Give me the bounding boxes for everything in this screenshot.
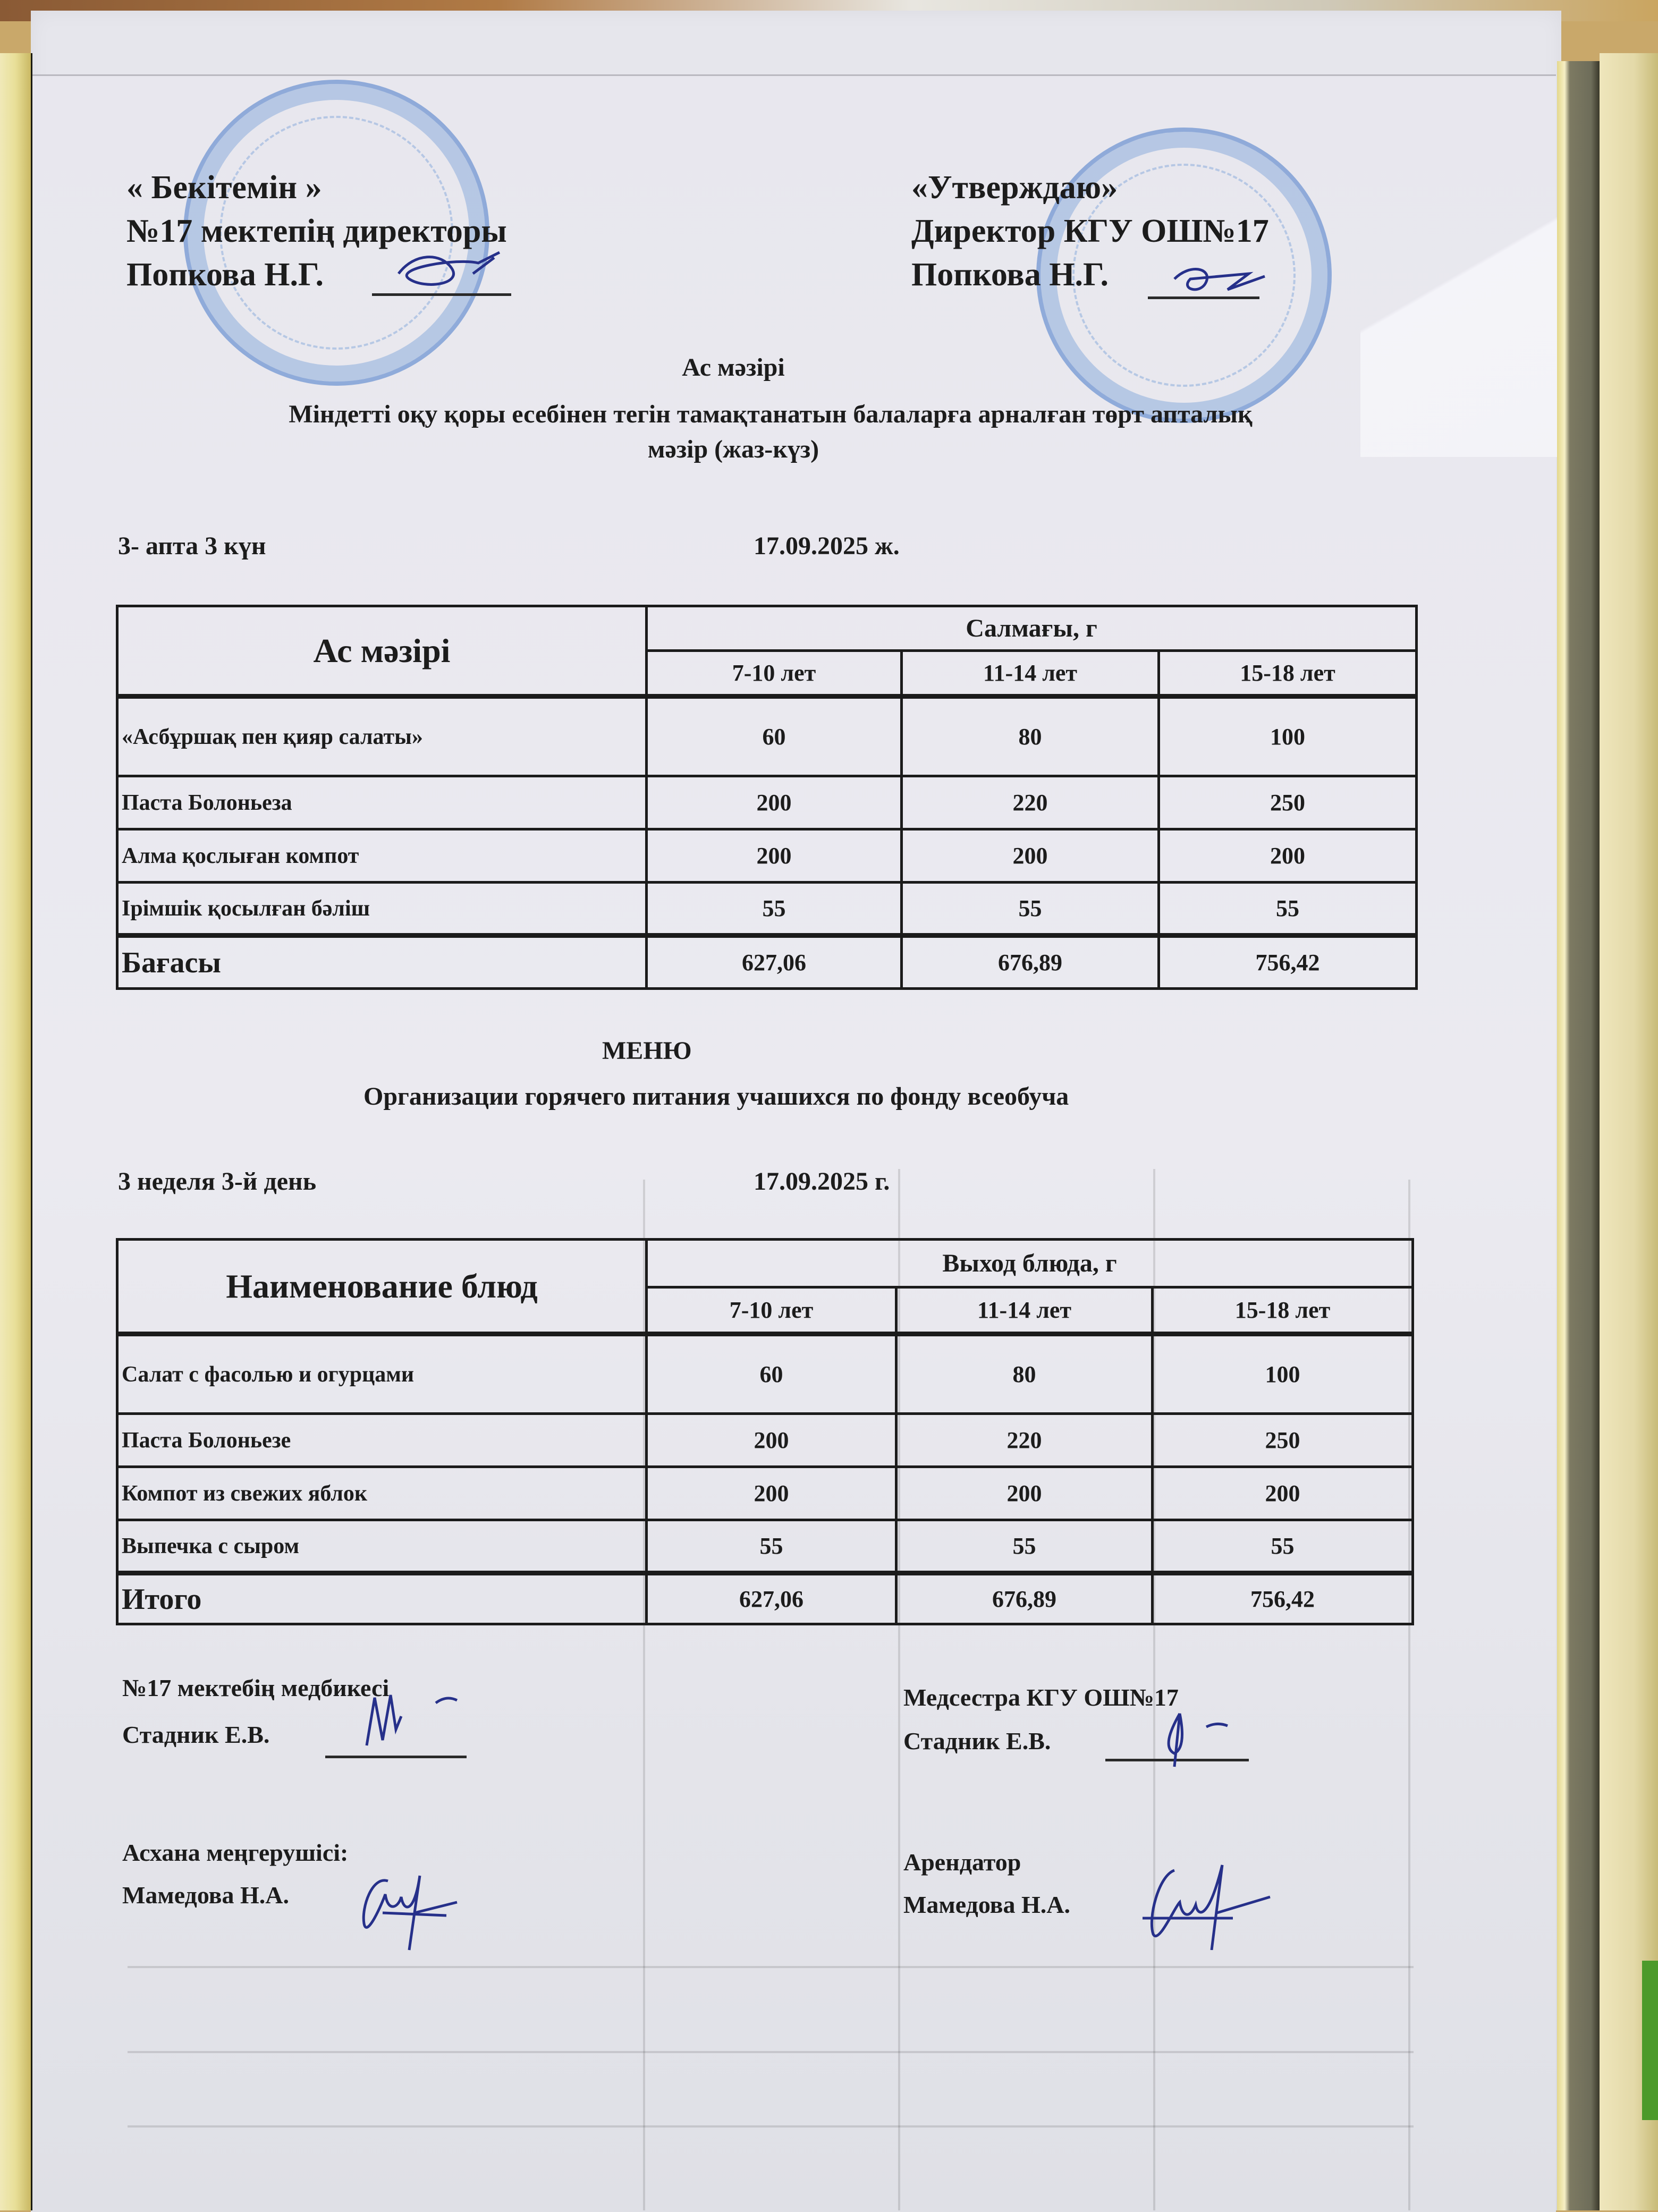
- price-cell: 756,42: [1159, 936, 1417, 989]
- show-through-line: [128, 2125, 1414, 2128]
- nurse-signature-kz-icon: [361, 1687, 468, 1751]
- table-row: [117, 1467, 1413, 1520]
- weight-cell: 200: [647, 1467, 896, 1520]
- director-signature-kz-icon: [393, 242, 510, 295]
- weight-cell: 220: [902, 776, 1159, 829]
- total-label: Бағасы: [117, 936, 647, 989]
- price-cell: 756,42: [1153, 1573, 1413, 1624]
- ru-menu-table: [116, 1238, 1414, 1625]
- ru-week-day: 3 неделя 3-й день: [118, 1167, 317, 1196]
- canteen-ru-role: Арендатор: [903, 1849, 1021, 1876]
- dish-name: Алма қослыған компот: [117, 829, 647, 883]
- ru-menu-subtitle: Организации горячего питания учашихся по фонду всеобуча: [363, 1082, 1069, 1111]
- kz-name-header: Ас мәзірі: [117, 606, 647, 697]
- approval-ru-line2: Директор КГУ ОШ№17: [911, 213, 1269, 249]
- table-row: [117, 1414, 1413, 1467]
- approval-kz-line1: « Бекітемін »: [126, 169, 322, 206]
- kz-age-col-3: 15-18 лет: [1159, 651, 1417, 697]
- table-row: [117, 829, 1417, 883]
- approval-ru-line3: Попкова Н.Г.: [911, 257, 1109, 293]
- nurse-signature-ru-icon: [1158, 1711, 1244, 1769]
- kz-age-col-2: 11-14 лет: [902, 651, 1159, 697]
- weight-cell: 200: [902, 829, 1159, 883]
- total-label: Итого: [117, 1573, 647, 1624]
- dish-name: Салат с фасолью и огурцами: [117, 1334, 647, 1414]
- table-total-row: [117, 1573, 1413, 1624]
- weight-cell: 200: [647, 829, 902, 883]
- nurse-ru-role: Медсестра КГУ ОШ№17: [903, 1684, 1179, 1711]
- show-through-line: [128, 2051, 1414, 2053]
- weight-cell: 80: [902, 697, 1159, 776]
- weight-cell: 200: [1159, 829, 1417, 883]
- weight-cell: 80: [896, 1334, 1153, 1414]
- kz-age-col-1: 7-10 лет: [647, 651, 902, 697]
- kz-menu-subtitle-2: мәзір (жаз-күз): [647, 435, 819, 463]
- dish-name: Ірімшік қосылған бәліш: [117, 883, 647, 936]
- kz-menu-table: [116, 605, 1418, 990]
- dish-name: Паста Болоньезе: [117, 1414, 647, 1467]
- canteen-signature-kz-icon: [351, 1833, 478, 1955]
- weight-cell: 55: [647, 883, 902, 936]
- table-row: [117, 776, 1417, 829]
- canteen-kz-role: Асхана меңгерушісі:: [122, 1839, 349, 1866]
- weight-cell: 100: [1153, 1334, 1413, 1414]
- dish-name: Выпечка с сыром: [117, 1520, 647, 1573]
- frame-right-rail: [1600, 53, 1658, 2210]
- nurse-kz-role: №17 мектебің медбикесі: [122, 1674, 390, 1701]
- nurse-ru-name: Стадник Е.В.: [903, 1727, 1051, 1755]
- canteen-ru-name: Мамедова Н.А.: [903, 1891, 1071, 1918]
- table-row: [117, 883, 1417, 936]
- price-cell: 627,06: [647, 1573, 896, 1624]
- price-cell: 676,89: [896, 1573, 1153, 1624]
- background-green: [1642, 1961, 1658, 2120]
- kz-menu-subtitle-1: Міндетті оқу қоры есебінен тегін тамақтанатын балаларға арналған төрт апталық: [289, 400, 1253, 428]
- weight-cell: 100: [1159, 697, 1417, 776]
- weight-cell: 55: [647, 1520, 896, 1573]
- canteen-signature-ru-icon: [1132, 1844, 1291, 1950]
- table-row: [117, 697, 1417, 776]
- kz-menu-title: Ас мәзірі: [682, 353, 785, 382]
- price-cell: 627,06: [647, 936, 902, 989]
- ru-age-col-3: 15-18 лет: [1153, 1287, 1413, 1334]
- ru-age-col-2: 11-14 лет: [896, 1287, 1153, 1334]
- nurse-kz-name: Стадник Е.В.: [122, 1721, 270, 1748]
- weight-cell: 250: [1153, 1414, 1413, 1467]
- weight-cell: 55: [1159, 883, 1417, 936]
- weight-cell: 55: [1153, 1520, 1413, 1573]
- weight-cell: 55: [902, 883, 1159, 936]
- weight-cell: 60: [647, 697, 902, 776]
- dish-name: Компот из свежих яблок: [117, 1467, 647, 1520]
- table-row: [117, 1520, 1413, 1573]
- ru-date: 17.09.2025 г.: [754, 1167, 890, 1196]
- kz-weight-header: Салмағы, г: [647, 606, 1417, 651]
- show-through-line: [1408, 1180, 1410, 2210]
- price-cell: 676,89: [902, 936, 1159, 989]
- weight-cell: 60: [647, 1334, 896, 1414]
- director-signature-ru-icon: [1169, 258, 1275, 300]
- dish-name: Паста Болоньеза: [117, 776, 647, 829]
- ru-yield-header: Выход блюда, г: [647, 1240, 1413, 1287]
- frame-right-channel: [1557, 61, 1600, 2210]
- ru-menu-title: МЕНЮ: [602, 1037, 692, 1065]
- weight-cell: 200: [1153, 1467, 1413, 1520]
- kz-week-day: 3- апта 3 күн: [118, 532, 266, 560]
- ru-age-col-1: 7-10 лет: [647, 1287, 896, 1334]
- approval-ru-line1: «Утверждаю»: [911, 169, 1118, 206]
- table-row: [117, 1334, 1413, 1414]
- approval-kz-line3: Попкова Н.Г.: [126, 257, 324, 293]
- signature-line: [325, 1756, 467, 1758]
- dish-name: «Асбұршақ пен қияр салаты»: [117, 697, 647, 776]
- weight-cell: 200: [896, 1467, 1153, 1520]
- canteen-kz-name: Мамедова Н.А.: [122, 1882, 290, 1909]
- table-total-row: [117, 936, 1417, 989]
- show-through-line: [643, 1180, 645, 2210]
- show-through-line: [898, 1169, 900, 2210]
- weight-cell: 220: [896, 1414, 1153, 1467]
- weight-cell: 250: [1159, 776, 1417, 829]
- show-through-line: [128, 1966, 1414, 1968]
- weight-cell: 55: [896, 1520, 1153, 1573]
- weight-cell: 200: [647, 1414, 896, 1467]
- ru-name-header: Наименование блюд: [117, 1240, 647, 1334]
- weight-cell: 200: [647, 776, 902, 829]
- approval-kz-line2: №17 мектепің директоры: [126, 213, 507, 249]
- kz-date: 17.09.2025 ж.: [754, 532, 900, 560]
